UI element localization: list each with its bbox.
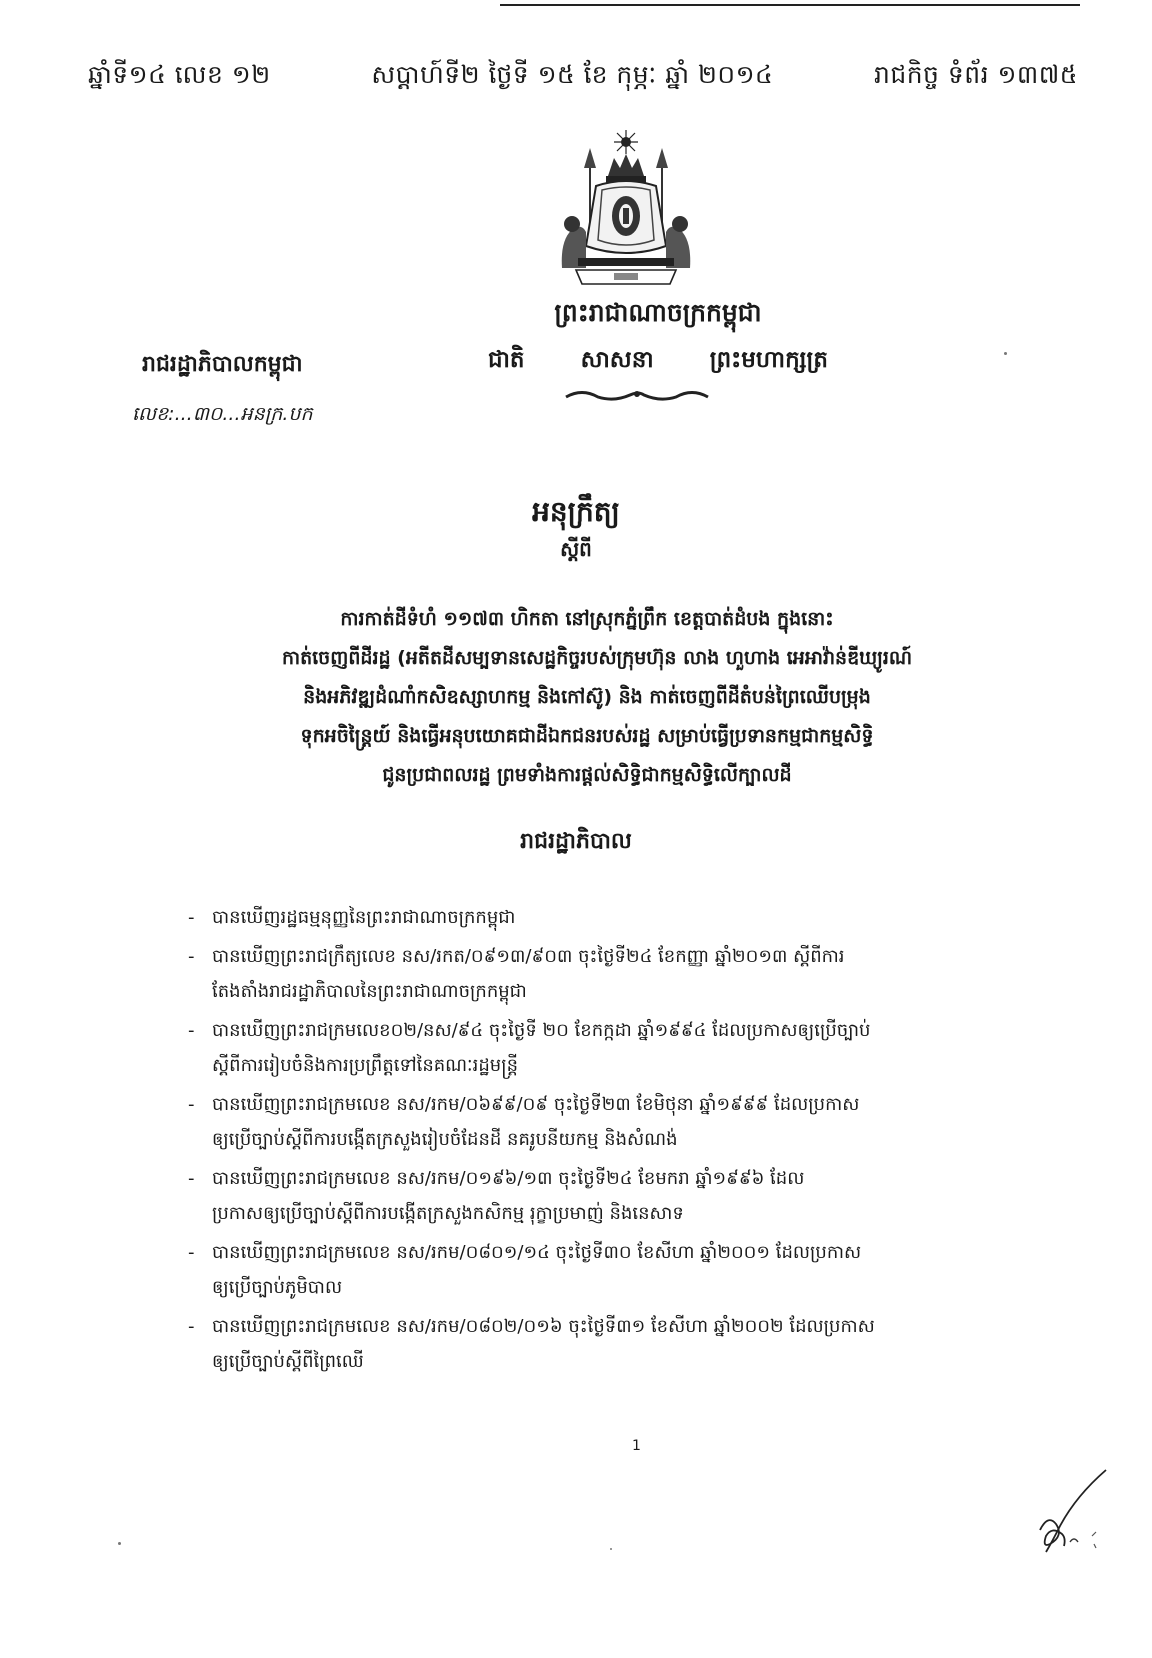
- gazette-year-number: ឆ្នាំទី១៤ លេខ ១២: [88, 60, 271, 89]
- document-about: ស្តីពី: [560, 537, 592, 561]
- recital-item: [188, 1161, 1062, 1231]
- scan-speck: [610, 1548, 612, 1550]
- recital-line: ឲ្យប្រើច្បាប់ស្តីពីព្រៃឈើ: [212, 1351, 364, 1372]
- bullet-dash: -: [188, 907, 195, 928]
- title-line: និងអភិវឌ្ឍដំណាំកសិឧស្សាហកម្ម និងកៅស៊ូ) និង កាត់ចេញពីដីតំបន់ព្រៃឈើបម្រុង: [303, 686, 871, 708]
- recital-line: ស្តីពីការរៀបចំនិងការប្រព្រឹត្តទៅនៃគណៈរដ្ឋមន្ត្រី: [212, 1055, 518, 1076]
- handwritten-signature-icon: [1036, 1466, 1118, 1556]
- bullet-dash: -: [188, 1020, 195, 1041]
- recital-line: តែងតាំងរាជរដ្ឋាភិបាលនៃព្រះរាជាណាចក្រកម្ពុជា: [212, 981, 527, 1002]
- recital-line: ឲ្យប្រើច្បាប់ភូមិបាល: [212, 1277, 343, 1298]
- recital-item: [188, 939, 1062, 1009]
- gazette-week-date: សប្តាហ៍ទី២ ថ្ងៃទី ១៥ ខែ កុម្ភៈ ឆ្នាំ ២០១៤: [371, 60, 774, 89]
- national-motto: [488, 346, 828, 379]
- recital-item: [188, 1087, 1062, 1157]
- document-title: [282, 600, 913, 795]
- recital-line: បានឃើញព្រះរាជក្រមលេខ នស/រកម/០៦៩៩/០៩ ចុះថ្ងៃទី២៣ ខែមិថុនា ឆ្នាំ១៩៩៩ ដែលប្រកាស: [212, 1094, 860, 1115]
- recital-line: បានឃើញព្រះរាជក្រមលេខ នស/រកម/០១៩៦/១៣ ចុះថ្ងៃទី២៤ ខែមករា ឆ្នាំ១៩៩៦ ដែល: [212, 1168, 805, 1189]
- title-line: កាត់ចេញពីដីរដ្ឋ (អតីតដីសម្បទានសេដ្ឋកិច្ចរបស់ក្រុមហ៊ុន លាង ហួហាង អេអាវ៉ាន់ឌីឃ្យូរណ៍: [282, 647, 913, 669]
- scan-speck: [1004, 352, 1007, 355]
- recital-line: បានឃើញព្រះរាជក្រមលេខ នស/រកម/០៨០១/១៤ ចុះថ្ងៃទី៣០ ខែសីហា ឆ្នាំ២០០១ ដែលប្រកាស: [212, 1242, 862, 1263]
- recitals-list: [188, 900, 1062, 1383]
- gazette-page-ref: រាជកិច្ច ទំព័រ ១៣៧៥: [873, 60, 1078, 89]
- motto-king: ព្រះមហាក្សត្រ: [709, 347, 828, 373]
- ornament-divider-icon: [562, 388, 712, 402]
- recital-item: [188, 1235, 1062, 1305]
- recital-line: ឲ្យប្រើច្បាប់ស្តីពីការបង្កើតក្រសួងរៀបចំដែនដី នគរូបនីយកម្ម និងសំណង់: [212, 1129, 678, 1150]
- bullet-dash: -: [188, 946, 195, 967]
- government-heading: រាជរដ្ឋាភិបាល: [520, 829, 632, 854]
- page-number: 1: [632, 1438, 641, 1454]
- recital-line: បានឃើញព្រះរាជក្រឹត្យលេខ នស/រកត/០៩១៣/៩០៣ ចុះថ្ងៃទី២៤ ខែកញ្ញា ឆ្នាំ២០១៣ ស្តីពីការ: [212, 946, 845, 967]
- top-rule: [500, 4, 1080, 6]
- bullet-dash: -: [188, 1168, 195, 1189]
- recital-item: [188, 900, 1062, 935]
- recital-line: បានឃើញរដ្ឋធម្មនុញ្ញនៃព្រះរាជាណាចក្រកម្ពុជា: [212, 907, 516, 928]
- motto-nation: ជាតិ: [488, 347, 525, 373]
- scan-speck: [118, 1542, 121, 1545]
- title-line: ទុកអចិន្ត្រៃយ៍ និងធ្វើអនុបយោគជាដីឯកជនរបស់រដ្ឋ សម្រាប់ធ្វើប្រទានកម្មជាកម្មសិទ្ធិ: [300, 725, 874, 747]
- document-number: លេខ:...៣០...អនក្រ.បក: [132, 403, 313, 425]
- document-type: អនុក្រឹត្យ: [532, 495, 620, 528]
- title-line: ការកាត់ដីទំហំ ១១៧៣ ហិកតា នៅស្រុកភ្នំព្រឹក ខេត្តបាត់ដំបង ក្នុងនោះ: [340, 608, 834, 630]
- recital-line: បានឃើញព្រះរាជក្រមលេខ០២/នស/៩៤ ចុះថ្ងៃទី ២០ ខែកក្កដា ឆ្នាំ១៩៩៤ ដែលប្រកាសឲ្យប្រើច្បាប់: [212, 1020, 871, 1041]
- bullet-dash: -: [188, 1316, 195, 1337]
- recital-line: បានឃើញព្រះរាជក្រមលេខ នស/រកម/០៨០២/០១៦ ចុះថ្ងៃទី៣១ ខែសីហា ឆ្នាំ២០០២ ដែលប្រកាស: [212, 1316, 875, 1337]
- title-line: ជូនប្រជាពលរដ្ឋ ព្រមទាំងការផ្តល់សិទ្ធិជាកម្មសិទ្ធិលើក្បាលដី: [382, 764, 792, 786]
- motto-religion: សាសនា: [580, 347, 654, 373]
- issuer-name: រាជរដ្ឋាភិបាលកម្ពុជា: [142, 352, 303, 377]
- recital-item: [188, 1013, 1062, 1083]
- bullet-dash: -: [188, 1242, 195, 1263]
- bullet-dash: -: [188, 1094, 195, 1115]
- recital-item: [188, 1309, 1062, 1379]
- gazette-header: [88, 60, 1078, 96]
- royal-coat-of-arms-icon: [556, 128, 696, 286]
- recital-line: ប្រកាសឲ្យប្រើច្បាប់ស្តីពីការបង្កើតក្រសួងកសិកម្ម រុក្ខាប្រមាញ់ និងនេសាទ: [212, 1203, 684, 1224]
- kingdom-name: ព្រះរាជាណាចក្រកម្ពុជា: [554, 298, 762, 327]
